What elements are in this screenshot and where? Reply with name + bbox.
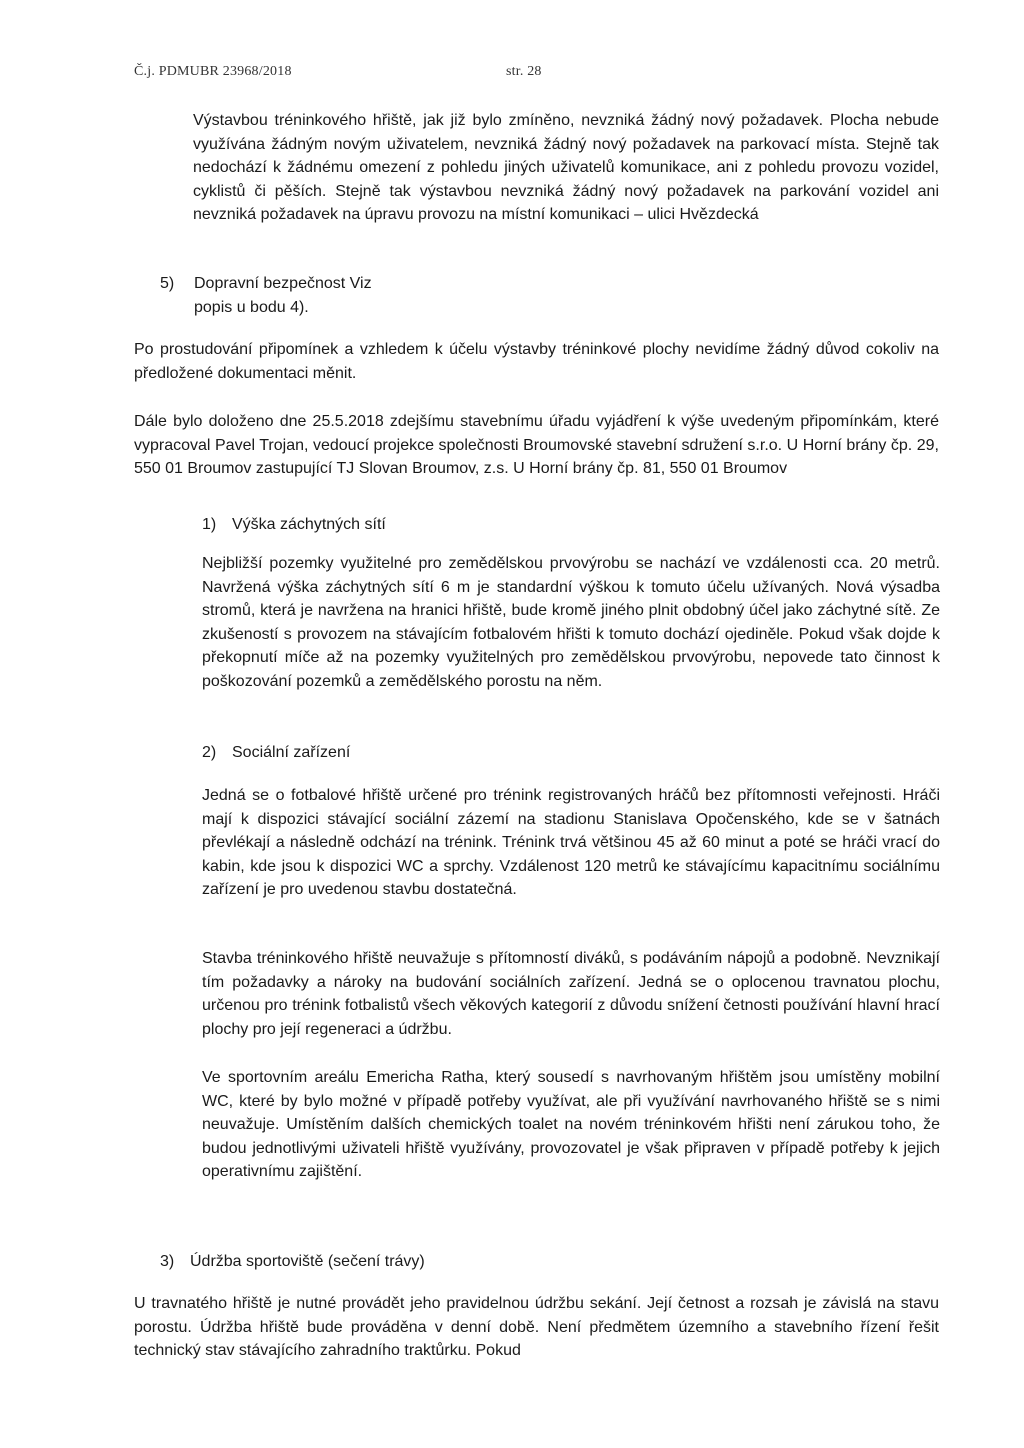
subsection-3-heading <box>160 1250 660 1274</box>
subsection-title: Výška záchytných sítí <box>232 516 386 533</box>
subsection-number: 1) <box>202 516 217 533</box>
list-item-continuation: popis u bodu 4). <box>194 299 309 316</box>
page-number: str. 28 <box>506 64 542 79</box>
paragraph-conclusion: Po prostudování připomínek a vzhledem k účelu výstavby tréninkové plochy nevidíme žádný důvod cokoliv na předložené dokumentaci měnit. <box>134 341 939 382</box>
paragraph-facilities-b: Stavba tréninkového hřiště neuvažuje s přítomností diváků, s podáváním nápojů a podobně. Nevznikají tím požadavky a nároky na budování sociálních zařízení. Jedná se o oplocenou travnatou plochu, určenou pro trénink fotbalistů všech věkových kategorií z důvodu snížení četnosti používání hlavní hrací plochy pro její regeneraci a údržbu. <box>202 950 940 1038</box>
paragraph-statement: Dále bylo doloženo dne 25.5.2018 zdejšímu stavebnímu úřadu vyjádření k výše uvedeným připomínkám, které vypracoval Pavel Trojan, vedoucí projekce společnosti Broumovské stavební sdružení s.r.o. U Horní brány čp. 29, 550 01 Broumov zastupující TJ Slovan Broumov, z.s. U Horní brány čp. 81, 550 01 Broumov <box>134 413 939 477</box>
paragraph-nets: Nejbližší pozemky využitelné pro zemědělskou prvovýrobu se nachází ve vzdálenosti cca. 20 metrů. Navržená výška záchytných sítí 6 m je standardní výškou k tomuto účelu užívaných. Nová výsadba stromů, která je navržena na hranici hřiště, bude kromě jiného plnit obdobný účel jako záchytné sítě. Ze zkušeností s provozem na stávajícím fotbalovém hřišti k tomuto dochází ojediněle. Pokud však dojde k překopnutí míče až na pozemky využitelných pro zemědělskou prvovýrobu, nepovede tato činnost k poškozování pozemků a zemědělského porostu na něm. <box>202 555 940 690</box>
subsection-1-heading <box>202 513 602 537</box>
paragraph-intro: Výstavbou tréninkového hřiště, jak již bylo zmíněno, nevzniká žádný nový požadavek. Plocha nebude využívána žádným novým uživatelem, nevzniká žádný nový požadavek na parkovací místa. Stejně tak nedochází k žádnému omezení z pohledu jiných uživatelů komunikace, ani z pohledu provozu vozidel, cyklistů či pěších. Stejně tak výstavbou nevzniká žádný nový požadavek na parkování vozidel ani nevzniká požadavek na úpravu provozu na místní komunikaci – ulici Hvězdecká <box>193 112 939 223</box>
subsection-number: 2) <box>202 744 217 761</box>
paragraph-facilities-a: Jedná se o fotbalové hřiště určené pro trénink registrovaných hráčů bez přítomnosti veřejnosti. Hráči mají k dispozici stávající sociální zázemí na stadionu Stanislava Opočenského, kde se v šatnách převlékají a následně odchází na trénink. Trénink trvá většinou 45 až 60 minut a poté se hráči vrací do kabin, kde jsou k dispozici WC a sprchy. Vzdálenost 120 metrů ke stávajícímu kapacitnímu sociálnímu zařízení je pro uvedenou stavbu dostatečná. <box>202 787 940 898</box>
document-reference: Č.j. PDMUBR 23968/2018 <box>134 64 292 79</box>
list-item-number: 5) <box>160 275 175 292</box>
list-item-title: Dopravní bezpečnost Viz <box>194 275 372 292</box>
list-item-5 <box>160 272 460 322</box>
paragraph-maintenance: U travnatého hřiště je nutné provádět jeho pravidelnou údržbu sekání. Její četnost a rozsah je závislá na stavu porostu. Údržba hřiště bude prováděna v denní době. Není předmětem územního a stavebního řízení řešit technický stav stávajícího zahradního traktůrku. Pokud <box>134 1295 939 1359</box>
paragraph-facilities-c: Ve sportovním areálu Emericha Ratha, který sousedí s navrhovaným hřištěm jsou umístěny mobilní WC, které by bylo možné v případě potřeby využívat, ale při využívání navrhovaného hřiště se s nimi neuvažuje. Umístěním dalších chemických toalet na novém tréninkovém hřišti není zárukou toho, že budou jednotlivými uživateli hřiště využívány, provozovatel je však připraven v případě potřeby k jejich operativnímu zajištění. <box>202 1069 940 1180</box>
subsection-number: 3) <box>160 1253 175 1270</box>
subsection-2-heading <box>202 741 602 765</box>
subsection-title: Sociální zařízení <box>232 744 351 761</box>
subsection-title: Údržba sportoviště (sečení trávy) <box>190 1253 425 1270</box>
